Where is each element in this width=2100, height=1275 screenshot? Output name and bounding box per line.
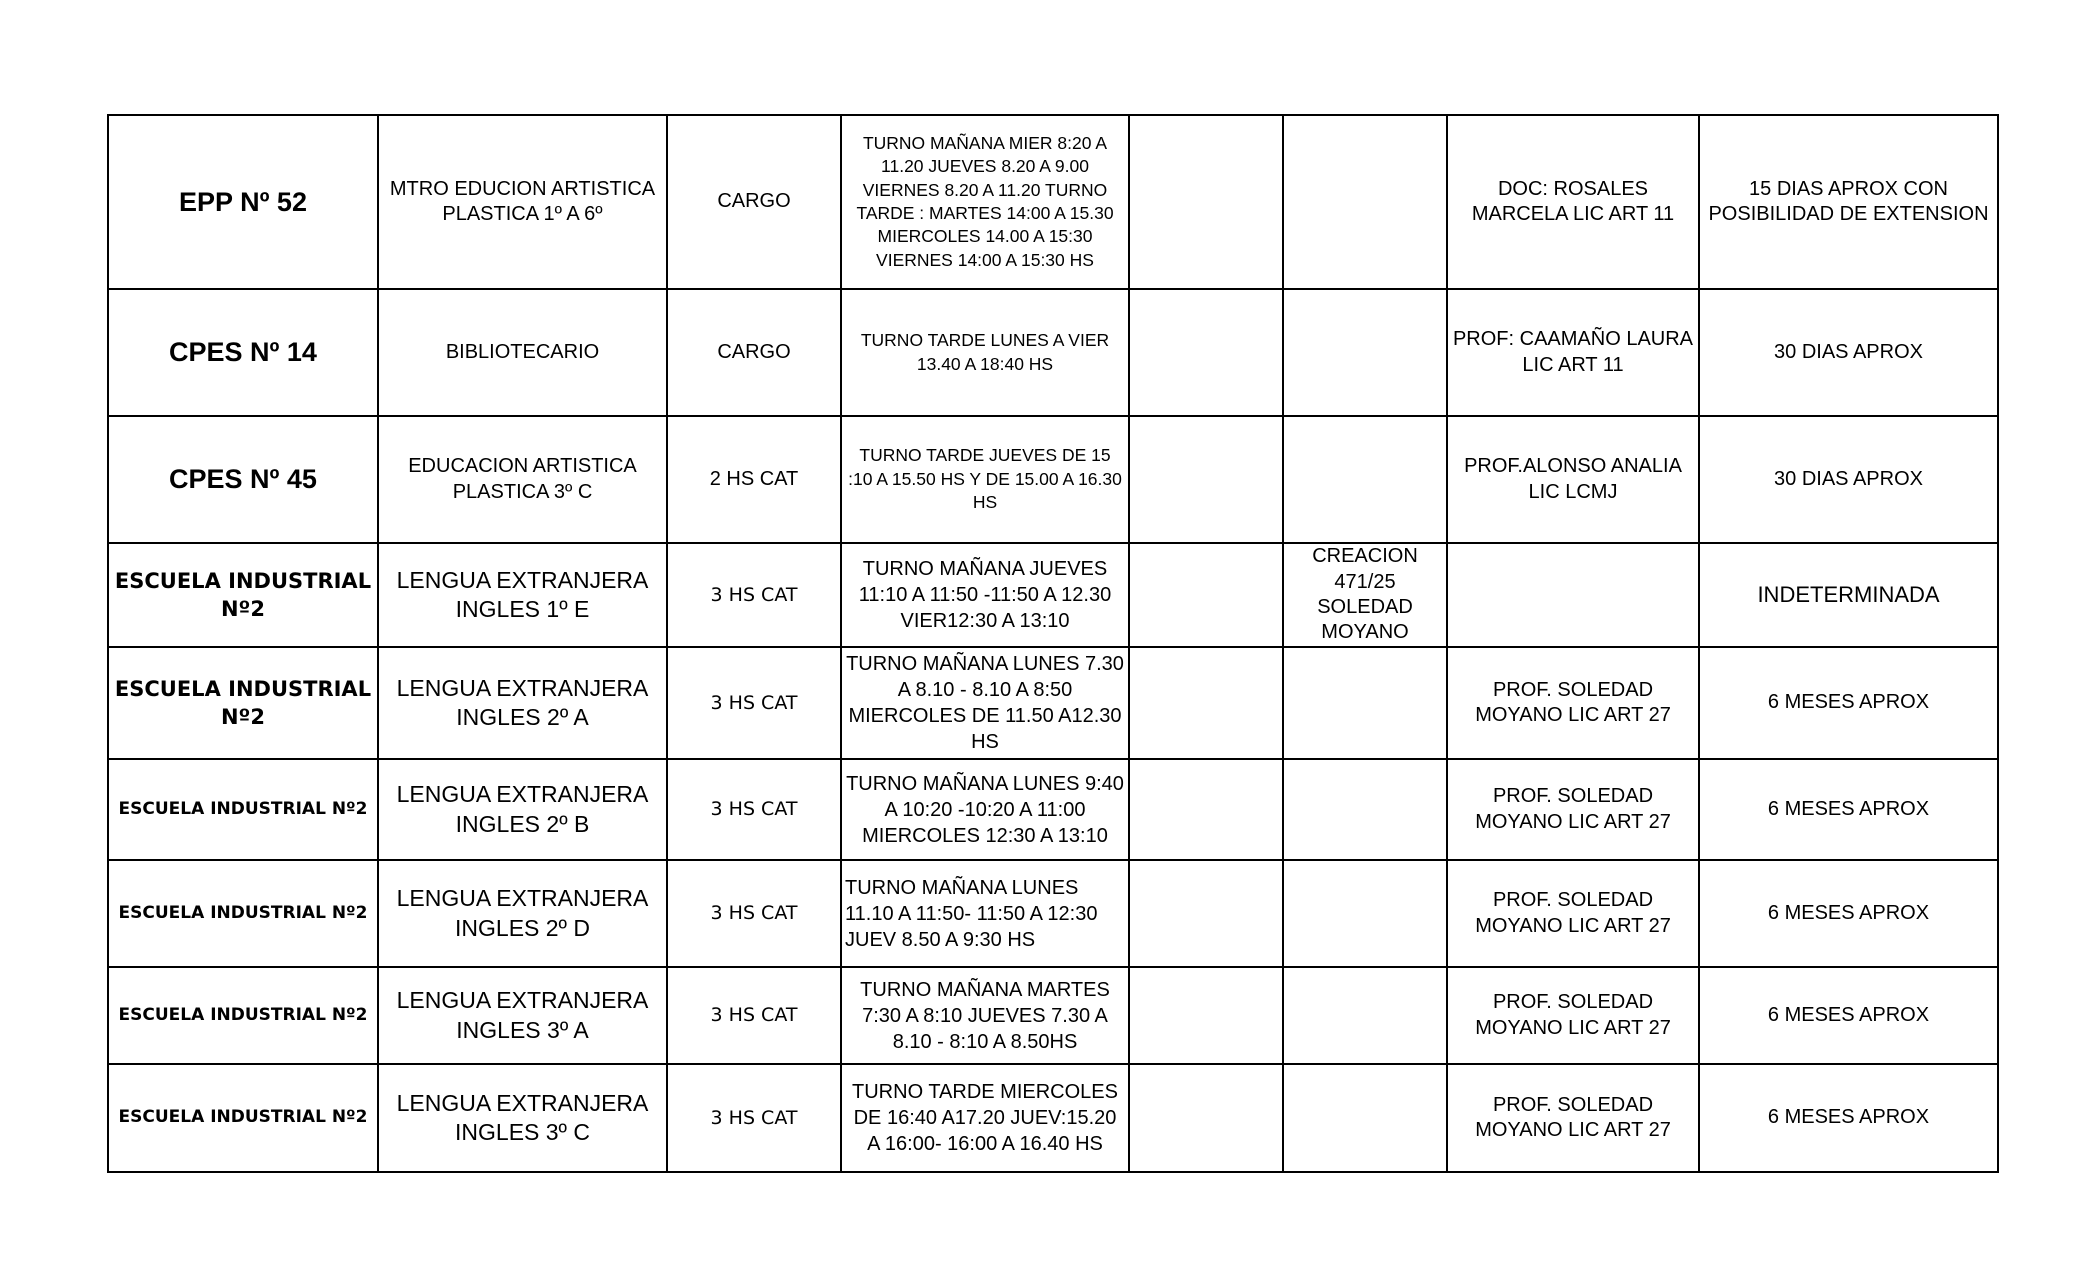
teacher-cell: PROF. SOLEDAD MOYANO LIC ART 27: [1447, 647, 1699, 759]
duration-cell: 6 MESES APROX: [1699, 967, 1998, 1064]
table-row: [108, 759, 1998, 860]
empty-cell: [1129, 416, 1283, 543]
table-row: [108, 860, 1998, 967]
schedule-cell: TURNO MAÑANA JUEVES 11:10 A 11:50 -11:50 A 12.30 VIER12:30 A 13:10: [841, 543, 1129, 647]
notes-cell: [1283, 115, 1447, 289]
duration-cell: 6 MESES APROX: [1699, 647, 1998, 759]
subject-cell: LENGUA EXTRANJERA INGLES 1º E: [378, 543, 667, 647]
teacher-cell: PROF.ALONSO ANALIA LIC LCMJ: [1447, 416, 1699, 543]
schedule-cell: TURNO MAÑANA LUNES 9:40 A 10:20 -10:20 A 11:00 MIERCOLES 12:30 A 13:10: [841, 759, 1129, 860]
table-row: [108, 289, 1998, 416]
table-row: [108, 647, 1998, 759]
subject-cell: LENGUA EXTRANJERA INGLES 2º B: [378, 759, 667, 860]
schedule-cell: TURNO MAÑANA LUNES 7.30 A 8.10 - 8.10 A 8:50 MIERCOLES DE 11.50 A12.30 HS: [841, 647, 1129, 759]
empty-cell: [1129, 759, 1283, 860]
school-cell: ESCUELA INDUSTRIAL Nº2: [108, 759, 378, 860]
schedule-cell: TURNO TARDE LUNES A VIER 13.40 A 18:40 HS: [841, 289, 1129, 416]
table-row: [108, 543, 1998, 647]
table-row: [108, 967, 1998, 1064]
teacher-cell: PROF. SOLEDAD MOYANO LIC ART 27: [1447, 860, 1699, 967]
empty-cell: [1129, 289, 1283, 416]
duration-cell: 30 DIAS APROX: [1699, 416, 1998, 543]
subject-cell: EDUCACION ARTISTICA PLASTICA 3º C: [378, 416, 667, 543]
teacher-cell: PROF: CAAMAÑO LAURA LIC ART 11: [1447, 289, 1699, 416]
subject-cell: BIBLIOTECARIO: [378, 289, 667, 416]
table-row: [108, 1064, 1998, 1172]
notes-cell: [1283, 1064, 1447, 1172]
vacancies-table: [107, 114, 1999, 1173]
school-cell: ESCUELA INDUSTRIAL Nº2: [108, 860, 378, 967]
teacher-cell: PROF. SOLEDAD MOYANO LIC ART 27: [1447, 967, 1699, 1064]
duration-cell: INDETERMINADA: [1699, 543, 1998, 647]
empty-cell: [1129, 860, 1283, 967]
subject-cell: LENGUA EXTRANJERA INGLES 3º A: [378, 967, 667, 1064]
school-cell: ESCUELA INDUSTRIAL Nº2: [108, 543, 378, 647]
duration-cell: 15 DIAS APROX CON POSIBILIDAD DE EXTENSION: [1699, 115, 1998, 289]
schedule-cell: TURNO TARDE MIERCOLES DE 16:40 A17.20 JUEV:15.20 A 16:00- 16:00 A 16.40 HS: [841, 1064, 1129, 1172]
duration-cell: 30 DIAS APROX: [1699, 289, 1998, 416]
subject-cell: LENGUA EXTRANJERA INGLES 2º A: [378, 647, 667, 759]
empty-cell: [1129, 115, 1283, 289]
notes-cell: [1283, 860, 1447, 967]
duration-cell: 6 MESES APROX: [1699, 1064, 1998, 1172]
school-cell: CPES Nº 14: [108, 289, 378, 416]
schedule-cell: TURNO TARDE JUEVES DE 15 :10 A 15.50 HS Y DE 15.00 A 16.30 HS: [841, 416, 1129, 543]
school-cell: ESCUELA INDUSTRIAL Nº2: [108, 967, 378, 1064]
subject-cell: LENGUA EXTRANJERA INGLES 3º C: [378, 1064, 667, 1172]
duration-cell: 6 MESES APROX: [1699, 860, 1998, 967]
school-cell: EPP Nº 52: [108, 115, 378, 289]
position-type-cell: CARGO: [667, 115, 841, 289]
notes-cell: CREACION 471/25 SOLEDAD MOYANO: [1283, 543, 1447, 647]
position-type-cell: 3 HS CAT: [667, 647, 841, 759]
position-type-cell: 3 HS CAT: [667, 967, 841, 1064]
table-row: [108, 115, 1998, 289]
position-type-cell: 3 HS CAT: [667, 860, 841, 967]
notes-cell: [1283, 759, 1447, 860]
table-row: [108, 416, 1998, 543]
school-cell: ESCUELA INDUSTRIAL Nº2: [108, 1064, 378, 1172]
teacher-cell: PROF. SOLEDAD MOYANO LIC ART 27: [1447, 759, 1699, 860]
empty-cell: [1129, 967, 1283, 1064]
schedule-cell: TURNO MAÑANA MARTES 7:30 A 8:10 JUEVES 7.30 A 8.10 - 8:10 A 8.50HS: [841, 967, 1129, 1064]
school-cell: ESCUELA INDUSTRIAL Nº2: [108, 647, 378, 759]
subject-cell: MTRO EDUCION ARTISTICA PLASTICA 1º A 6º: [378, 115, 667, 289]
position-type-cell: 2 HS CAT: [667, 416, 841, 543]
position-type-cell: CARGO: [667, 289, 841, 416]
duration-cell: 6 MESES APROX: [1699, 759, 1998, 860]
schedule-cell: TURNO MAÑANA MIER 8:20 A 11.20 JUEVES 8.20 A 9.00 VIERNES 8.20 A 11.20 TURNO TARDE : MARTES 14:00 A 15.30 MIERCOLES 14.00 A 15:30 VIERNES 14:00 A 15:30 HS: [841, 115, 1129, 289]
empty-cell: [1129, 1064, 1283, 1172]
teacher-cell: DOC: ROSALES MARCELA LIC ART 11: [1447, 115, 1699, 289]
empty-cell: [1129, 543, 1283, 647]
position-type-cell: 3 HS CAT: [667, 543, 841, 647]
position-type-cell: 3 HS CAT: [667, 759, 841, 860]
empty-cell: [1129, 647, 1283, 759]
teacher-cell: PROF. SOLEDAD MOYANO LIC ART 27: [1447, 1064, 1699, 1172]
teacher-cell: [1447, 543, 1699, 647]
notes-cell: [1283, 416, 1447, 543]
notes-cell: [1283, 289, 1447, 416]
notes-cell: [1283, 647, 1447, 759]
notes-cell: [1283, 967, 1447, 1064]
position-type-cell: 3 HS CAT: [667, 1064, 841, 1172]
subject-cell: LENGUA EXTRANJERA INGLES 2º D: [378, 860, 667, 967]
school-cell: CPES Nº 45: [108, 416, 378, 543]
schedule-cell: TURNO MAÑANA LUNES 11.10 A 11:50- 11:50 A 12:30 JUEV 8.50 A 9:30 HS: [841, 860, 1129, 967]
